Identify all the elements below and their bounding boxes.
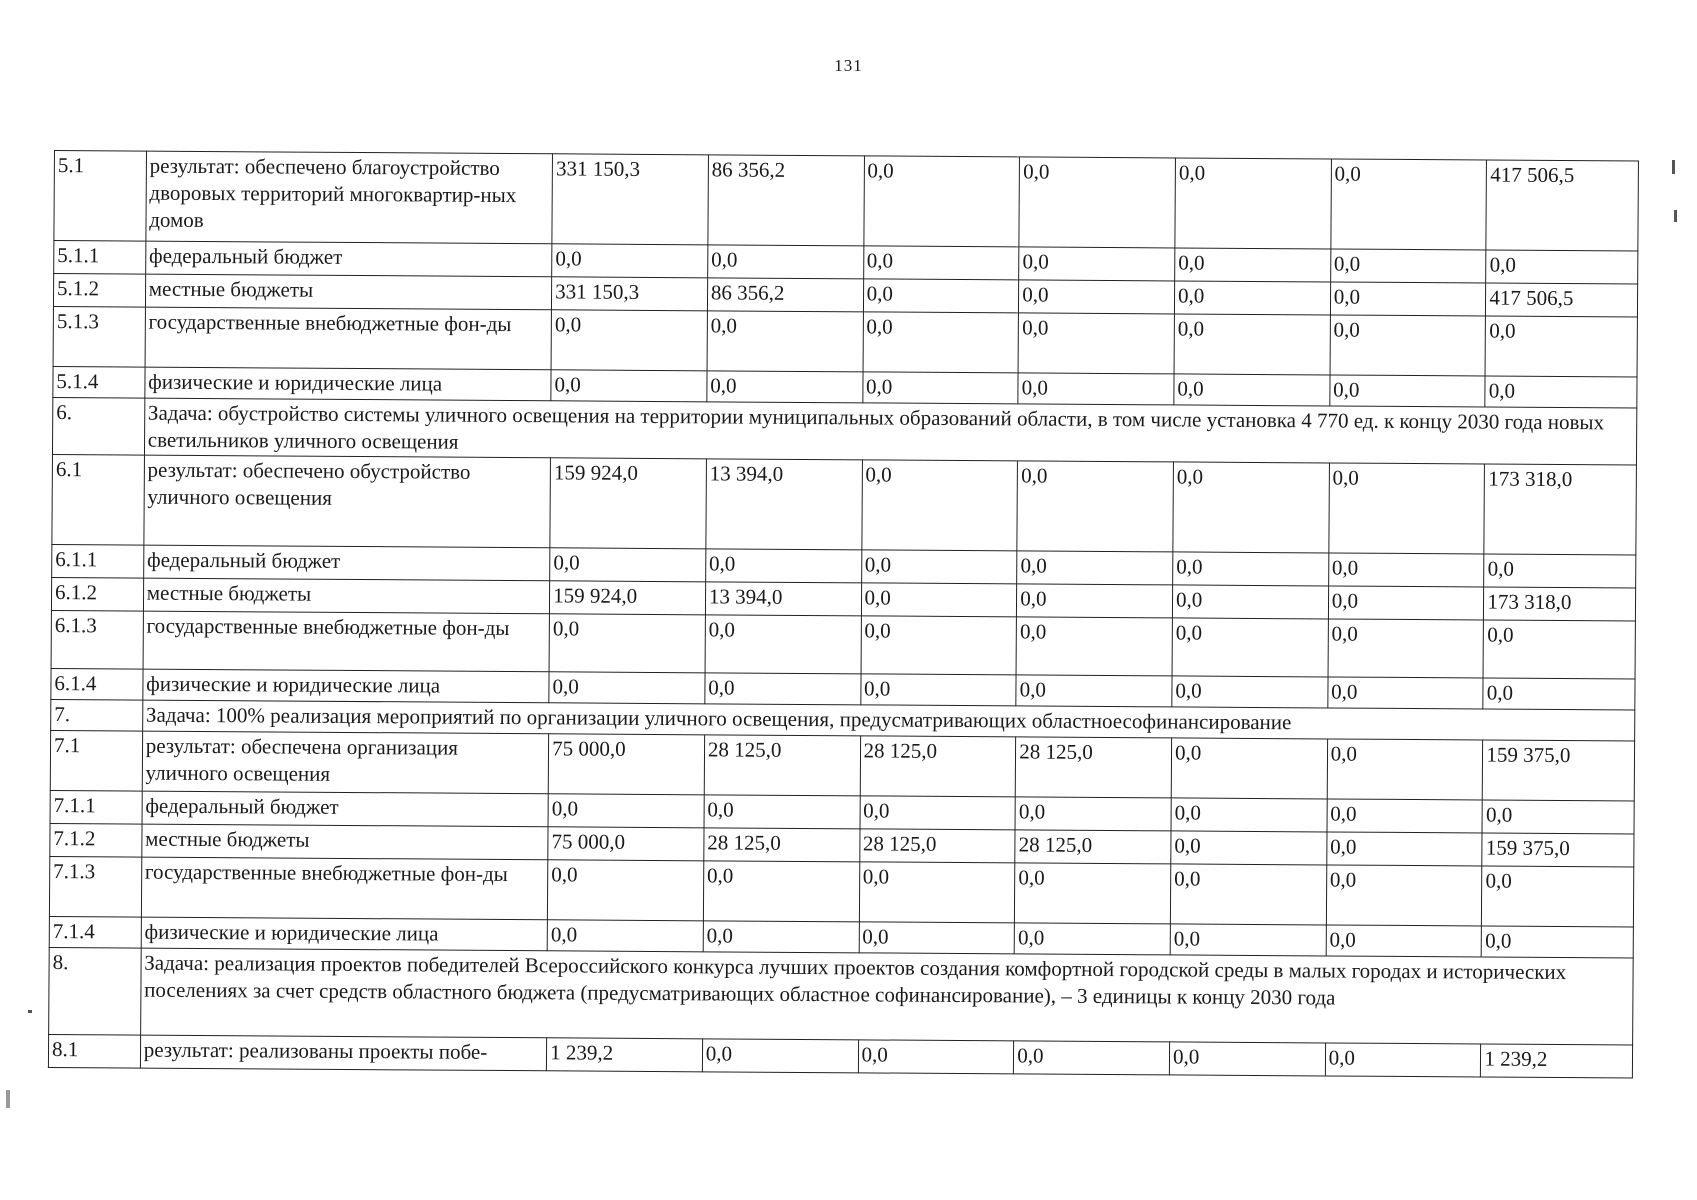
- total-value-cell: 417 506,5: [1486, 160, 1638, 251]
- year-value-cell: 0,0: [547, 920, 703, 952]
- row-code-cell: 7.1.3: [49, 856, 141, 917]
- budget-table: [48, 150, 1639, 1078]
- year-value-cell: 0,0: [1325, 1043, 1481, 1077]
- scan-margin-mark: [28, 1010, 32, 1013]
- year-value-cell: 0,0: [861, 550, 1017, 584]
- row-code-cell: 8.1: [48, 1034, 140, 1068]
- total-value-cell: 0,0: [1485, 316, 1637, 377]
- year-value-cell: 0,0: [707, 371, 863, 403]
- year-value-cell: 0,0: [1019, 280, 1175, 314]
- year-value-cell: 0,0: [1327, 799, 1483, 833]
- year-value-cell: 0,0: [549, 672, 705, 704]
- year-value-cell: 0,0: [550, 548, 706, 582]
- year-value-cell: 0,0: [859, 862, 1015, 923]
- year-value-cell: 0,0: [1174, 374, 1330, 406]
- year-value-cell: 0,0: [1327, 739, 1483, 800]
- year-value-cell: 0,0: [705, 673, 861, 705]
- row-name-cell: местные бюджеты: [142, 824, 549, 860]
- year-value-cell: 0,0: [1330, 315, 1486, 376]
- year-value-cell: 0,0: [1171, 831, 1327, 865]
- result-row: [50, 730, 1634, 801]
- year-value-cell: 0,0: [863, 156, 1019, 247]
- row-code-cell: 6.1.4: [51, 668, 143, 700]
- row-code-cell: 8.: [49, 947, 141, 1035]
- total-value-cell: 159 375,0: [1482, 833, 1634, 867]
- row-name-cell: федеральный бюджет: [143, 545, 550, 581]
- row-name-cell: результат: обеспечено благоустройство дворовых территорий многоквартир-ных домов: [146, 151, 553, 244]
- year-value-cell: 75 000,0: [548, 827, 704, 861]
- year-value-cell: 0,0: [1169, 1042, 1325, 1076]
- year-value-cell: 0,0: [1018, 373, 1174, 405]
- task-description-cell: Задача: обустройство системы уличного освещения на территории муниципальных образований области, в том числе установка 4 770 ед. к концу 2030 года новых светильников уличного освещения: [144, 398, 1637, 465]
- year-value-cell: 0,0: [863, 279, 1019, 313]
- row-name-cell: результат: обеспечена организация уличного освещения: [142, 731, 549, 794]
- page-number: 131: [834, 56, 863, 75]
- year-value-cell: 0,0: [1175, 248, 1331, 282]
- task-description-cell: Задача: реализация проектов победителей Всероссийского конкурса лучших проектов создания комфортной городской среды в малых городах и исторических поселениях за счет средств областного бюджета (предусматривающих областное софинансирование), – 3 единицы к концу 2030 года: [140, 948, 1633, 1045]
- year-value-cell: 0,0: [1172, 676, 1328, 708]
- year-value-cell: 86 356,2: [708, 155, 864, 246]
- total-value-cell: 173 318,0: [1484, 587, 1636, 621]
- year-value-cell: 0,0: [1326, 832, 1482, 866]
- year-value-cell: 0,0: [1019, 247, 1175, 281]
- row-name-cell: физические и юридические лица: [145, 367, 552, 401]
- row-code-cell: 6.: [52, 397, 144, 455]
- budget-table-body: [48, 151, 1638, 1078]
- year-value-cell: 0,0: [703, 861, 859, 922]
- year-value-cell: 0,0: [552, 244, 708, 278]
- year-value-cell: 0,0: [1330, 375, 1486, 407]
- year-value-cell: 0,0: [1330, 282, 1486, 316]
- year-value-cell: 0,0: [1328, 619, 1484, 678]
- year-value-cell: 0,0: [1017, 584, 1173, 618]
- year-value-cell: 0,0: [1170, 924, 1326, 956]
- row-name-cell: государственные внебюджетные фон-ды: [143, 611, 550, 672]
- year-value-cell: 0,0: [1016, 675, 1172, 707]
- scan-margin-mark: [1674, 210, 1677, 222]
- total-value-cell: 0,0: [1485, 376, 1637, 408]
- row-code-cell: 6.1.2: [51, 577, 143, 611]
- year-value-cell: 0,0: [1328, 677, 1484, 709]
- year-value-cell: 0,0: [1173, 462, 1329, 553]
- row-name-cell: местные бюджеты: [145, 274, 552, 310]
- year-value-cell: 0,0: [548, 860, 704, 921]
- total-value-cell: 0,0: [1482, 800, 1634, 834]
- year-value-cell: 0,0: [862, 372, 1018, 404]
- year-value-cell: 159 924,0: [550, 581, 706, 615]
- row-name-cell: государственные внебюджетные фон-ды: [141, 857, 548, 920]
- year-value-cell: 0,0: [1171, 798, 1327, 832]
- year-value-cell: 0,0: [1019, 157, 1175, 248]
- total-value-cell: 173 318,0: [1484, 464, 1636, 555]
- year-value-cell: 0,0: [705, 549, 861, 583]
- year-value-cell: 0,0: [1329, 463, 1485, 554]
- year-value-cell: 331 150,3: [552, 154, 708, 245]
- row-code-cell: 7.1: [50, 730, 142, 791]
- year-value-cell: 0,0: [1171, 738, 1327, 799]
- year-value-cell: 0,0: [1326, 925, 1482, 957]
- total-value-cell: 0,0: [1483, 620, 1635, 679]
- row-name-cell: физические и юридические лица: [141, 917, 548, 951]
- year-value-cell: 0,0: [861, 460, 1017, 551]
- year-value-cell: 0,0: [704, 795, 860, 829]
- year-value-cell: 0,0: [863, 312, 1019, 373]
- year-value-cell: 0,0: [1014, 923, 1170, 955]
- row-code-cell: 7.1.4: [49, 916, 141, 948]
- row-code-cell: 5.1.1: [54, 241, 146, 275]
- year-value-cell: 0,0: [859, 922, 1015, 954]
- year-value-cell: 0,0: [858, 1040, 1014, 1074]
- result-row: [54, 151, 1639, 252]
- row-code-cell: 5.1.3: [53, 306, 145, 367]
- year-value-cell: 0,0: [1015, 797, 1171, 831]
- result-row: [52, 454, 1637, 555]
- row-code-cell: 5.1: [54, 151, 146, 242]
- row-code-cell: 7.: [51, 699, 143, 731]
- year-value-cell: 0,0: [863, 246, 1019, 280]
- total-value-cell: 0,0: [1486, 250, 1638, 284]
- funding-source-row: [51, 610, 1635, 679]
- year-value-cell: 0,0: [1326, 865, 1482, 926]
- row-name-cell: физические и юридические лица: [143, 669, 550, 703]
- task-row: [49, 947, 1634, 1045]
- year-value-cell: 0,0: [551, 310, 707, 371]
- row-name-cell: федеральный бюджет: [145, 241, 552, 277]
- row-code-cell: 6.1: [52, 454, 144, 545]
- year-value-cell: 1 239,2: [547, 1038, 703, 1072]
- year-value-cell: 28 125,0: [704, 828, 860, 862]
- row-name-cell: результат: реализованы проекты побе-: [140, 1035, 547, 1071]
- total-value-cell: 0,0: [1482, 926, 1634, 958]
- year-value-cell: 0,0: [1017, 461, 1173, 552]
- scan-margin-mark: [6, 1090, 10, 1108]
- year-value-cell: 0,0: [1016, 617, 1172, 676]
- scan-margin-mark: [1672, 160, 1675, 174]
- row-code-cell: 5.1.2: [53, 274, 145, 308]
- year-value-cell: 28 125,0: [860, 736, 1016, 797]
- year-value-cell: 0,0: [861, 616, 1017, 675]
- year-value-cell: 0,0: [707, 245, 863, 279]
- row-code-cell: 6.1.3: [51, 610, 143, 669]
- year-value-cell: 0,0: [860, 796, 1016, 830]
- funding-source-row: [53, 306, 1637, 377]
- year-value-cell: 0,0: [1331, 159, 1487, 250]
- row-code-cell: 7.1.1: [50, 790, 142, 824]
- row-name-cell: федеральный бюджет: [142, 791, 549, 827]
- task-description-cell: Задача: 100% реализация мероприятий по организации уличного освещения, предусматривающих областноесофинансирование: [142, 700, 1634, 741]
- row-code-cell: 7.1.2: [50, 823, 142, 857]
- year-value-cell: 0,0: [1172, 618, 1328, 677]
- year-value-cell: 0,0: [1174, 281, 1330, 315]
- year-value-cell: 0,0: [860, 674, 1016, 706]
- total-value-cell: 159 375,0: [1483, 740, 1635, 801]
- year-value-cell: 0,0: [1015, 863, 1171, 924]
- year-value-cell: 75 000,0: [548, 734, 704, 795]
- year-value-cell: 86 356,2: [707, 278, 863, 312]
- year-value-cell: 28 125,0: [704, 735, 860, 796]
- year-value-cell: 0,0: [707, 311, 863, 372]
- year-value-cell: 0,0: [1174, 314, 1330, 375]
- total-value-cell: 0,0: [1482, 866, 1634, 927]
- year-value-cell: 0,0: [1328, 586, 1484, 620]
- task-row: [52, 397, 1636, 465]
- budget-table-container: [48, 150, 1639, 1078]
- year-value-cell: 331 150,3: [552, 277, 708, 311]
- year-value-cell: 0,0: [861, 583, 1017, 617]
- year-value-cell: 0,0: [1014, 1041, 1170, 1075]
- year-value-cell: 0,0: [548, 794, 704, 828]
- row-code-cell: 6.1.1: [52, 544, 144, 578]
- year-value-cell: 0,0: [549, 614, 705, 673]
- row-name-cell: государственные внебюджетные фон-ды: [145, 307, 552, 370]
- year-value-cell: 0,0: [703, 921, 859, 953]
- year-value-cell: 159 924,0: [550, 458, 706, 549]
- year-value-cell: 0,0: [1170, 864, 1326, 925]
- year-value-cell: 0,0: [702, 1039, 858, 1073]
- row-name-cell: местные бюджеты: [143, 578, 550, 614]
- year-value-cell: 0,0: [705, 615, 861, 674]
- year-value-cell: 28 125,0: [859, 829, 1015, 863]
- total-value-cell: 1 239,2: [1481, 1044, 1633, 1078]
- year-value-cell: 0,0: [1175, 158, 1331, 249]
- row-code-cell: 5.1.4: [53, 366, 145, 398]
- year-value-cell: 0,0: [1328, 553, 1484, 587]
- total-value-cell: 0,0: [1484, 554, 1636, 588]
- year-value-cell: 28 125,0: [1015, 737, 1171, 798]
- total-value-cell: 0,0: [1483, 678, 1635, 710]
- year-value-cell: 13 394,0: [706, 459, 862, 550]
- year-value-cell: 28 125,0: [1015, 830, 1171, 864]
- year-value-cell: 13 394,0: [705, 582, 861, 616]
- year-value-cell: 0,0: [1017, 551, 1173, 585]
- year-value-cell: 0,0: [1018, 313, 1174, 374]
- year-value-cell: 0,0: [1173, 552, 1329, 586]
- row-name-cell: результат: обеспечено обустройство уличного освещения: [144, 455, 551, 548]
- year-value-cell: 0,0: [1172, 585, 1328, 619]
- year-value-cell: 0,0: [551, 370, 707, 402]
- year-value-cell: 0,0: [1330, 249, 1486, 283]
- total-value-cell: 417 506,5: [1486, 283, 1638, 317]
- funding-source-row: [49, 856, 1633, 927]
